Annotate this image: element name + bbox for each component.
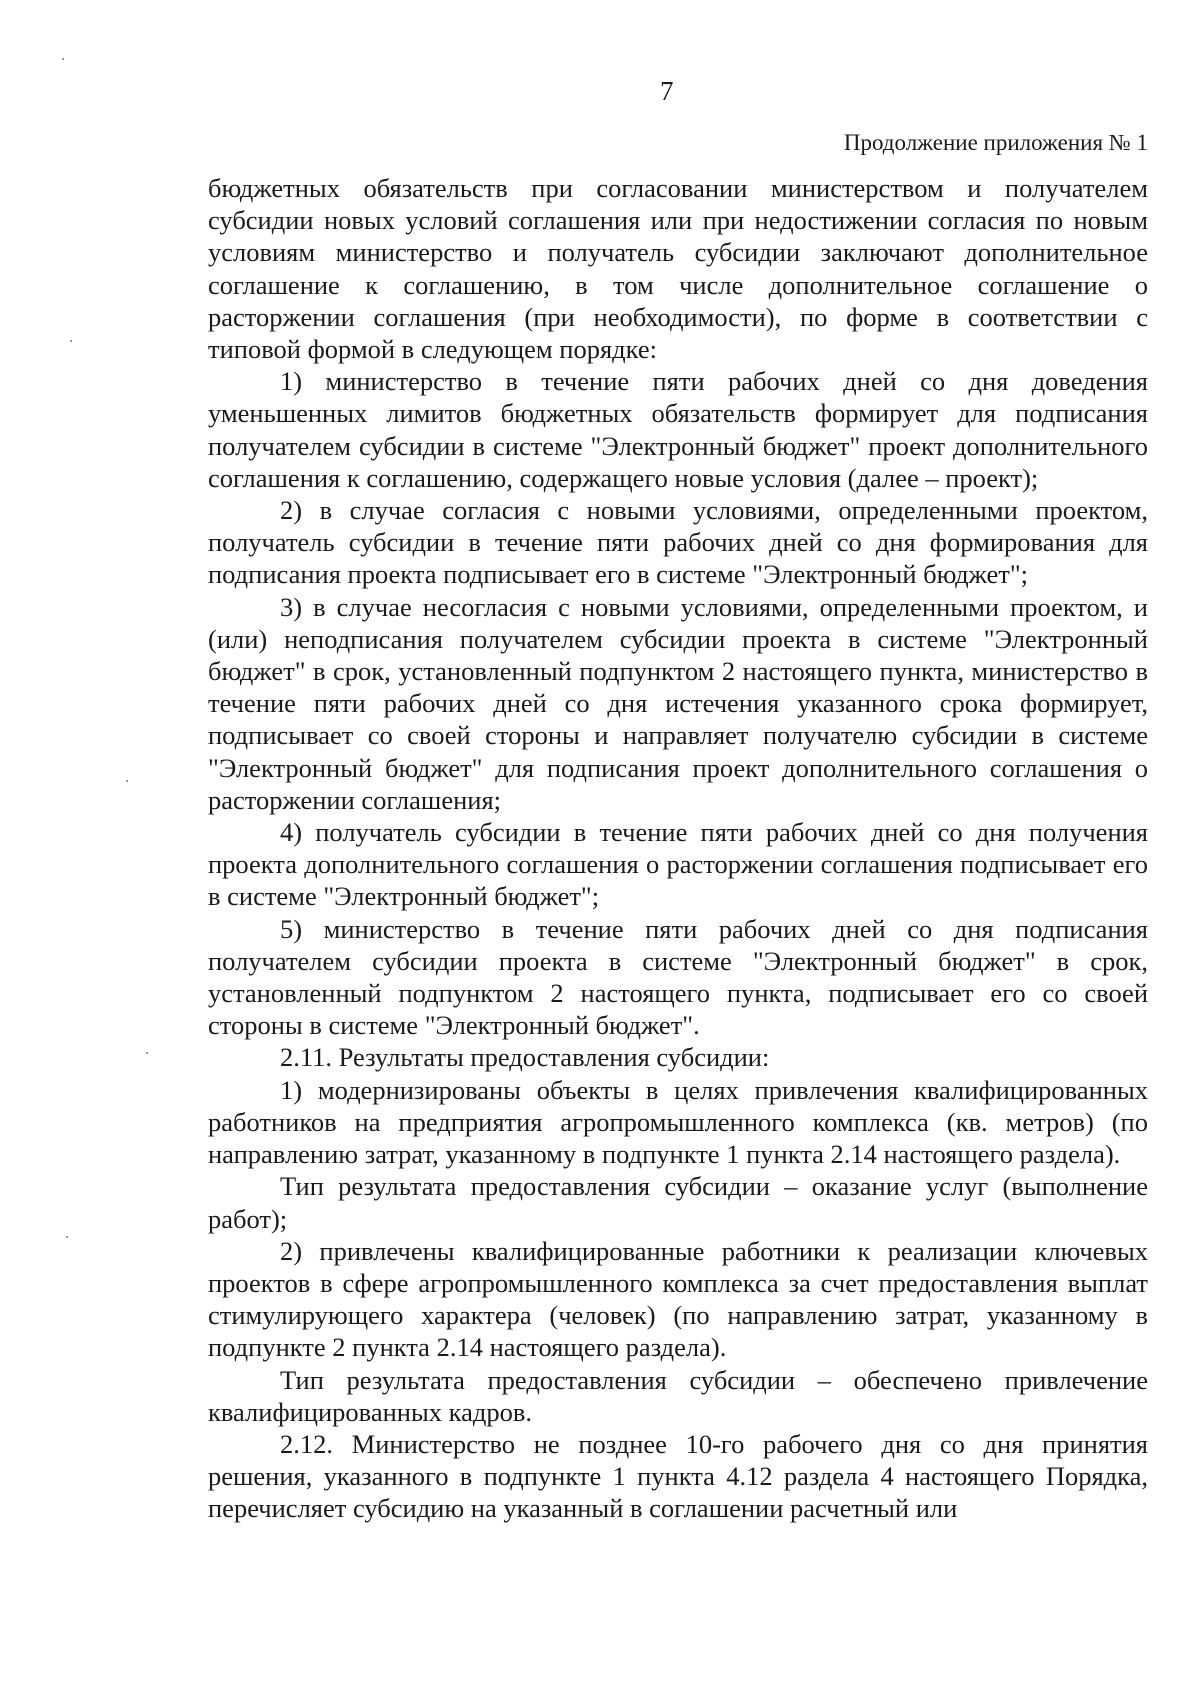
paragraph-result-2-type: Тип результата предоставления субсидии – обеспечено привлечение квалифицированных кадров. bbox=[208, 1364, 1148, 1427]
paragraph-subitem-1: 1) министерство в течение пяти рабочих дней со дня доведения уменьшенных лимитов бюджетных обязательств формирует для подписания получателем субсидии в системе "Электронный бюджет" проект дополнительного соглашения к соглашению, содержащего новые условия (далее – проект); bbox=[208, 366, 1148, 493]
scan-speck bbox=[62, 58, 64, 60]
section-2-11-heading: 2.11. Результаты предоставления субсидии: bbox=[280, 1042, 770, 1073]
paragraph-subitem-3: 3) в случае несогласия с новыми условиями, определенными проектом, и (или) неподписания получателем субсидии проекта в системе "Электронный бюджет" в срок, установленный подпунктом 2 настоящего пункта, министерство в течение пяти рабочих дней со дня истечения указанного срока формирует, подписывает со своей стороны и направляет получателю субсидии в системе "Электронный бюджет" для подписания проект дополнительного соглашения о расторжении соглашения; bbox=[208, 591, 1148, 815]
scan-speck bbox=[70, 340, 72, 342]
scan-speck bbox=[146, 1052, 148, 1054]
paragraph-result-1: 1) модернизированы объекты в целях привлечения квалифицированных работников на предприятия агропромышленного комплекса (кв. метров) (по направлению затрат, указанному в подпункте 1 пункта 2.14 настоящего раздела). bbox=[208, 1074, 1148, 1170]
paragraph-subitem-2: 2) в случае согласия с новыми условиями, определенными проектом, получатель субсидии в течение пяти рабочих дней со дня формирования для подписания проекта подписывает его в системе "Электронный бюджет"; bbox=[208, 495, 1148, 590]
page-number: 7 bbox=[660, 76, 674, 106]
section-2-12-paragraph: 2.12. Министерство не позднее 10-го рабочего дня со дня принятия решения, указанного в подпункте 1 пункта 4.12 раздела 4 настоящего Порядка, перечисляет субсидию на указанный в соглашении расчетный или bbox=[208, 1428, 1148, 1524]
document-body bbox=[208, 172, 1148, 1525]
paragraph-subitem-4: 4) получатель субсидии в течение пяти рабочих дней со дня получения проекта дополнительного соглашения о расторжении соглашения подписывает его в системе "Электронный бюджет"; bbox=[208, 817, 1148, 912]
paragraph-subitem-5: 5) министерство в течение пяти рабочих дней со дня подписания получателем субсидии проекта в системе "Электронный бюджет" в срок, установленный подпунктом 2 настоящего пункта, подписывает его со своей стороны в системе "Электронный бюджет". bbox=[208, 913, 1148, 1041]
paragraph-continued: бюджетных обязательств при согласовании министерством и получателем субсидии новых условий соглашения или при недостижении согласия по новым условиям министерство и получатель субсидии заключают дополнительное соглашение к соглашению, в том числе дополнительное соглашение о расторжении соглашения (при необходимости), по форме в соответствии с типовой формой в следующем порядке: bbox=[208, 173, 1148, 365]
scan-speck bbox=[126, 780, 128, 782]
paragraph-result-1-type: Тип результата предоставления субсидии – оказание услуг (выполнение работ); bbox=[208, 1171, 1148, 1234]
paragraph-result-2: 2) привлечены квалифицированные работники к реализации ключевых проектов в сфере агропромышленного комплекса за счет предоставления выплат стимулирующего характера (человек) (по направлению затрат, указанному в подпункте 2 пункта 2.14 настоящего раздела). bbox=[208, 1235, 1148, 1363]
appendix-continuation-label: Продолжение приложения № 1 bbox=[843, 130, 1148, 155]
scan-speck bbox=[66, 1236, 68, 1238]
